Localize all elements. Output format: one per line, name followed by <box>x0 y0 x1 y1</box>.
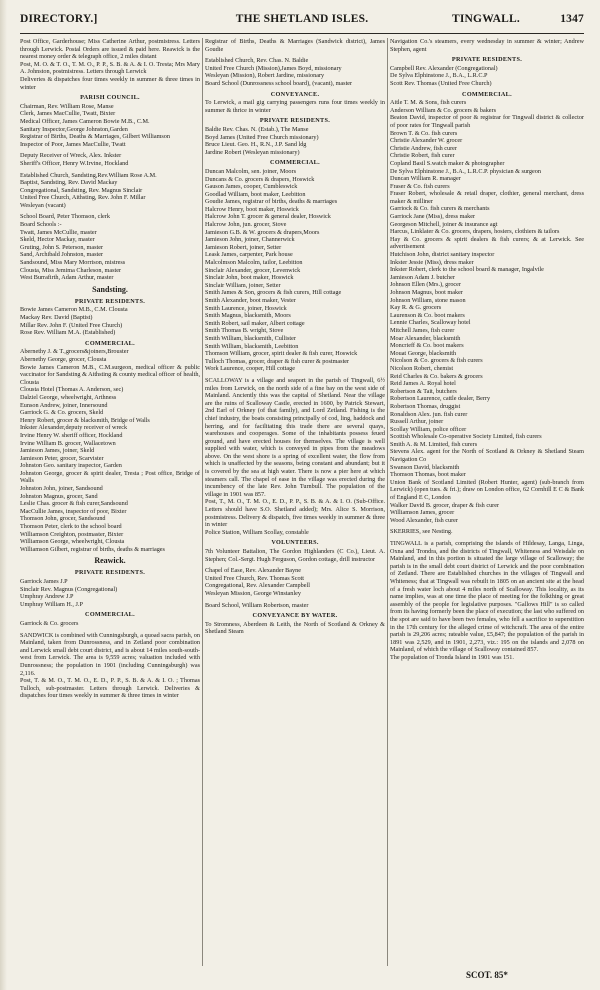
entry: Sinclair William, joiner, Setter <box>205 281 281 289</box>
entry: Mitchell James, fish curer <box>390 326 455 334</box>
entry: Clerk, James MacCullie, Twatt, Bixter <box>20 110 116 118</box>
entry: United Free Church, Rev. Thomas Scott <box>205 574 304 582</box>
entry: Kay R. & G. grocers <box>390 304 442 312</box>
section-heading: CONVEYANCE BY WATER. <box>252 612 338 620</box>
entry: Board Schools :- <box>20 221 62 229</box>
entry: Board School, William Robertson, master <box>205 601 309 609</box>
entry: Hay & Co. grocers & spirit dealers & fish curers; & at Lerwick. See advertisement <box>390 235 584 251</box>
entry: Johnson Ellen (Mrs.), grocer <box>390 281 461 289</box>
signature-mark: SCOT. 85* <box>466 970 508 980</box>
entry: Umphray William H., J.P <box>20 600 83 608</box>
column-middle <box>205 38 385 968</box>
entry: Scottish Wholesale Co-operative Society Limited, fish curers <box>390 433 542 441</box>
entry: Nicolson Robert, chemist <box>390 364 454 372</box>
entry: Skeld, Hector Mackay, master <box>20 236 95 244</box>
entry: Johnson William, stone mason <box>390 296 466 304</box>
entry: Post, T., M. O., T. M. O., E. D., P. P., S. B. & A. & I. O. (Sub-Office. Letters should have S.O. Shetland added); Mrs. Alice S. Morrison, postmistress. Delivery & dispatch, five times weekly in summer & three in winter <box>205 498 385 529</box>
entry: Swanson David, blacksmith <box>390 463 460 471</box>
entry: MacCullie James, inspector of poor, Bixter <box>20 507 127 515</box>
header-rule <box>20 33 584 34</box>
entry: Bowie James Cameron M.B., C.M. Clousta <box>20 306 128 314</box>
entry: Campbell Rev. Alexander (Congregational) <box>390 64 498 72</box>
entry: Wesleyan (Mission), Robert Jardine, missionary <box>205 72 325 80</box>
page-binding-edge <box>0 0 7 990</box>
entry: Henry Robert, grocer & blacksmith, Bridge of Walls <box>20 416 150 424</box>
entry: Congregational, Sandsting, Rev. Magnus Sinclair <box>20 186 143 194</box>
entry: Garriock James J.P <box>20 578 68 585</box>
entry: Beaton David, inspector of poor & registrar for Tingwall district & collector of poor rates for Tingwall parish <box>390 114 584 129</box>
entry: Clousta Hotel (Thomas A. Anderson, sec) <box>20 386 124 394</box>
entry: Smith William, blacksmith, Cullister <box>205 334 296 342</box>
entry: Jamieson John, joiner, Channerwick <box>205 236 295 244</box>
entry: Goodlad William, boot maker, Leebitton <box>205 190 306 198</box>
entry: Williamson Gilbert, registrar of births, deaths & marriages <box>20 545 165 553</box>
entry: Smith A. & M. Limited, fish curers <box>390 440 478 448</box>
section-heading: PRIVATE RESIDENTS. <box>74 297 146 305</box>
entry: Dalziel George, wheelwright, Arthness <box>20 393 117 401</box>
entry: Jamieson James, joiner, Skeld <box>20 447 95 455</box>
section-heading: CONVEYANCE. <box>270 90 320 98</box>
entry: Russell Arthur, joiner <box>390 418 444 426</box>
entry: Georgeson Mitchell, joiner & insurance agt <box>390 220 498 228</box>
entry: Union Bank of Scotland Limited (Robert Hunter, agent) (sub-branch from Lerwick) (open tues. & fri.); draw on London office, 62 Cornhill E C & Bank of England E C, London <box>390 478 584 502</box>
entry: Abernethy George, grocer, Clousta <box>20 355 107 363</box>
entry: The population of Tronda Island in 1901 was 151. <box>390 653 514 661</box>
header-title: THE SHETLAND ISLES. <box>235 13 369 25</box>
entry: Irvine Henry W. sheriff officer, Hockland <box>20 431 123 439</box>
entry: Wood Alexander, fish curer <box>390 516 458 524</box>
entry: SCALLOWAY is a village and seaport in the parish of Tingwall, 6½ miles from Lerwick, on the north side of a fine bay on the west side of Mainland. Anciently this was the capital of Shetland. Near the village are the ruins of Scalloway Castle, erected in 1600, by Patrick Stewart, 2nd Earl of Orkney (of that family), and Lord Zetland. Fishing is the chief industry, the boats consisting principally of cod, ling, haddock and herring, and for facilitating this trade there are several quays, warehouses and cooperages. Some of the inhabitants possess feued ground, and have erected houses for themselves. The village is well supplied with water, which is conveyed in pipes from the meadows above. On the west shore is a spring of excellent water, the flow from which is unaffected by the seasons, being constant and abundant; but it is covered by the sea at high water. There is now a pier here at which steamers call. The chapel of ease in the village was erected during the incumbency of the late Rev. John Turnbull. The population of the village in 1901 was 857. <box>205 376 385 498</box>
entry: Robertson Laurence, cattle dealer, Berry <box>390 395 491 403</box>
column-left <box>20 38 200 968</box>
entry: Work Laurence, cooper, Hill cottage <box>205 365 295 373</box>
entry: Laurenson & Co. boot makers <box>390 311 465 319</box>
entry: Police Station, William Scollay, constable <box>205 528 309 536</box>
entry: Post, T. & M. O., T. M. O., E. D., P. P., S. B. & A. & I. O. ; Thomas Tulloch, sub-postmaster. Letters through Lerwick. Deliveries & dispatches four times weekly in summer & three times in winter <box>20 677 200 700</box>
page-number: 1347 <box>560 13 584 25</box>
entry: School Board, Peter Thomson, clerk <box>20 213 110 221</box>
entry: Abernethy J. & T.,grocers&joiners,Brouster <box>20 348 129 356</box>
entry: Moncrieff & Co. boot makers <box>390 342 464 350</box>
entry: 7th Volunteer Battalion, The Gordon Highlanders (C Co.), Lieut. A. Stephen; Col.-Sergt. Hugh Ferguson, Gordon cottage, drill instructor <box>205 548 385 563</box>
entry: To Stromness, Aberdeen & Leith, the North of Scotland & Orkney & Shetland Steam <box>205 620 385 636</box>
entry: United Free Church (Mission),James Boyd, missionary <box>205 64 342 72</box>
entry: Garriock G. & Co. grocers, Skeld <box>20 409 104 417</box>
entry: Gauson James, cooper, Cumbleswick <box>205 183 298 191</box>
entry: Smith William, blacksmith, Leebitton <box>205 342 299 350</box>
entry: Congregational, Rev. Alexander Campbell <box>205 582 310 590</box>
entry: Mackay Rev. David (Baptist) <box>20 314 93 321</box>
entry: Eunson Andrew, joiner, Innersound <box>20 401 108 409</box>
entry: Duncan William R. manager <box>390 175 461 183</box>
entry: Registrar of Births, Deaths & Marriages, Gilbert Williamson <box>20 133 170 141</box>
entry: Smith Alexander, boot maker, Vester <box>205 297 296 304</box>
entry: Aitle T. M. & Sons, fish curers <box>390 99 467 107</box>
entry: Sinclair Alexander, grocer, Levenwick <box>205 266 301 274</box>
entry: Inkster Jessie (Miss), dress maker <box>390 258 474 266</box>
entry: Duncan Malcolm, sen. joiner, Moors <box>205 167 296 175</box>
entry: Duncans & Co. grocers & drapers, Hoswick <box>205 175 315 183</box>
section-heading: COMMERCIAL. <box>462 90 512 98</box>
entry: Deliveries & dispatches four times weekly in summer & three times in winter <box>20 75 200 91</box>
entry: SANDWICK is combined with Cunningsburgh, a quoad sacra parish, on Mainland, taken from Dunrossness, and in Zetland poor combination and Lerwick small debt court district, and is about 14 miles south-south-west from Lerwick. The area is 9,559 acres; valuation included with Dunrossness; the population in 1901 (including Cunningsburgh) was 2,116. <box>20 631 200 677</box>
entry: Ronaldson Alex. jun. fish curer <box>390 410 468 418</box>
entry: TINGWALL is a parish, comprising the islands of Hildesay, Langa, Linga, Oxna and Trondra, and the districts of Tingwall, Whiteness and Weisdale on Mainland, and in this portion is situated the large village of Scalloway; the parish is in the small debt court district of Lerwick and the poor combination of Zetland. There are Established churches in the villages of Tingwall and Whiteness; that at Tingwall was rebuilt in 1805 on an ancient site at the head of a fresh water loch about 4 miles north of Scalloway. This locality, as its name implies, was at one time the place of meeting for the folkthing or great assembly of the people for legislative purposes. "Gallows Hill" is so called from its having formerly been the place of execution; the last who suffered on the spot are said to have been two females, who fell a sacrifice to superstition in the 17th century for the alleged crime of witchcraft. The area of the entire parish is 29,206 acres; rateable value, £5,847; the population of the parish in 1891 was 2,529, and in 1901, 2,273, viz.: 195 on the islands and 2,078 on Mainland, of which the village of Scalloway contained 857. <box>390 540 584 654</box>
column-right <box>390 38 584 968</box>
entry: Inkster Robert, clerk to the school board & manager, Ingalvile <box>390 266 544 274</box>
entry: Jardine Robert (Wesleyan missionary) <box>205 148 300 156</box>
entry: Smith Magnus, blacksmith, Moors <box>205 312 291 320</box>
entry: Leask James, carpenter, Park house <box>205 251 293 259</box>
entry: Deputy Receiver of Wreck, Alex. Inkster <box>20 152 122 160</box>
entry: Sheriff's Officer, Henry W.Irvine, Hockland <box>20 159 129 167</box>
entry: Harcus, Linklater & Co. grocers, drapers, hosiers, clothiers & tailors <box>390 228 560 236</box>
entry: Bowie James Cameron M.B., C.M.surgeon, medical officer & public vaccinator for Sandsting & Aithsting & county medical officer of health, Clousta <box>20 363 200 386</box>
entry: Garriock & Co. grocers <box>20 619 79 627</box>
entry: Johnston Magnus, grocer, Sand <box>20 492 98 500</box>
entry: Smith James & Son, grocers & fish curers, Hill cottage <box>205 289 342 297</box>
running-header <box>20 13 584 33</box>
entry: Sanitary Inspector,George Johnston,Garden <box>20 125 128 133</box>
entry: Baptist, Sandsting, Rev. David Mackay <box>20 179 118 187</box>
column-divider <box>202 38 203 966</box>
entry: Rose Rev. William M.A. (Established) <box>20 329 116 337</box>
entry: West Burrafirth, Adam Arthur, master <box>20 274 114 282</box>
entry: Chapel of Ease, Rev. Alexander Bayne <box>205 567 301 575</box>
entry: Malcolmson Malcolm, tailor, Leebitton <box>205 259 303 267</box>
entry: Tulloch Thomas, grocer, draper & fish curer & postmaster <box>205 357 350 365</box>
section-heading: COMMERCIAL. <box>85 339 135 347</box>
entry: Bruce Lieut. Geo. H., R.N., J.P. Sand ldg <box>205 141 307 149</box>
entry: Chairman, Rev. William Rose, Manse <box>20 102 114 110</box>
entry: Thomson John, grocer, Sandsound <box>20 515 106 523</box>
entry: Mouat George, blacksmith <box>390 349 457 357</box>
entry: Garriock & Co. fish curers & merchants <box>390 205 490 213</box>
entry: Walker David B. grocer, draper & fish curer <box>390 501 500 509</box>
entry: Johnston John, joiner, Sandsound <box>20 485 103 493</box>
entry: Christie Robert, fish curer <box>390 152 455 160</box>
section-heading: PRIVATE RESIDENTS. <box>259 117 331 125</box>
entry: Wesleyan (vacant) <box>20 201 66 209</box>
entry: Halcrow Henry, boot maker, Hoswick <box>205 205 299 213</box>
entry: Jamieson G.B. & W. grocers & drapers,Moors <box>205 228 320 236</box>
entry: Inkster Alexander,deputy receiver of wreck <box>20 424 128 432</box>
entry: Smith Robert, sail maker, Albert cottage <box>205 319 305 327</box>
entry: Williamson James, grocer <box>390 509 455 517</box>
entry: Robertson & Tait, butchers <box>390 387 457 395</box>
entry: Williamson George, wheelwright, Clousta <box>20 538 125 546</box>
entry: Jamieson Robert, joiner, Setter <box>205 243 282 251</box>
place-heading: Sandsting. <box>92 284 128 294</box>
entry: Goudie James, registrar of births, deaths & marriages <box>205 198 338 206</box>
entry: Irvine William B. grocer, Wallacetown <box>20 439 116 447</box>
entry: Scollay William, police officer <box>390 425 467 433</box>
entry: De Sylva Elphinstone J., B.A., L.R.C.P <box>390 72 488 80</box>
entry: Scott Rev. Thomas (United Free Church) <box>390 79 492 87</box>
entry: Post Office, Garderhouse; Miss Catherine Arthur, postmistress. Letters through Lerwick. Postal Orders are issued & paid here. Reawick is the nearest money order & telegraph office, 2 miles distant <box>20 38 200 61</box>
header-directory: DIRECTORY.] <box>20 13 98 25</box>
entry: Moar Alexander, blacksmith <box>390 334 461 342</box>
entry: Medical Officer, James Cameron Bowie M.B., C.M. <box>20 117 150 125</box>
entry: Hutchison John, district sanitary inspector <box>390 251 495 259</box>
entry: Sinclair Rev. Magnus (Congregational) <box>20 585 118 593</box>
entry: Sinclair John, boot maker, Hoswick <box>205 274 294 282</box>
entry: SKERRIES, see Nesting. <box>390 528 453 536</box>
column-divider <box>387 38 388 966</box>
entry: To Lerwick, a mail gig carrying passengers runs four times weekly in summer & thrice in winter <box>205 99 385 114</box>
entry: Thomson Peter, clerk to the school board <box>20 523 122 531</box>
entry: Stevens Alex. agent for the North of Scotland & Orkney & Shetland Steam Navigation Co <box>390 448 584 464</box>
entry: Reid James A. Royal hotel <box>390 380 456 388</box>
entry: Jamieson Peter, grocer, Scarvister <box>20 454 104 462</box>
entry: Navigation Co.'s steamers, every wednesday in summer & winter; Andrew Stephen, agent <box>390 38 584 53</box>
entry: Anderson William & Co. grocers & bakers <box>390 106 497 114</box>
entry: Copland Basil S.watch maker & photographer <box>390 159 505 167</box>
entry: Inspector of Poor, James MacCullie, Twatt <box>20 140 126 148</box>
section-heading: PARISH COUNCIL. <box>80 94 140 102</box>
entry: Clousta, Miss Jemima Charleson, master <box>20 266 122 274</box>
section-heading: VOLUNTEERS. <box>271 539 319 547</box>
entry: Baldie Rev. Chas. N. (Estab.), The Manse <box>205 125 309 133</box>
section-heading: PRIVATE RESIDENTS. <box>74 569 146 577</box>
entry: Gruting, John S. Peterson, master <box>20 243 104 251</box>
entry: Twatt, James McCullie, master <box>20 228 97 236</box>
entry: Board School (Dunrossness school board), (vacant), master <box>205 79 353 87</box>
entry: Registrar of Births, Deaths & Marriages (Sandwick district), James Goudie <box>205 38 385 53</box>
section-heading: COMMERCIAL. <box>270 159 320 167</box>
entry: Smith Thomas B. wright, Stove <box>205 327 284 335</box>
entry: Smith Laurence, joiner, Hoswick <box>205 304 287 312</box>
entry: Established Church, Sandsting,Rev.William Rose A.M. <box>20 171 157 179</box>
entry: Johnston Geo. sanitary inspector, Garden <box>20 462 122 470</box>
entry: Established Church, Rev. Chas. N. Baldie <box>205 57 309 65</box>
entry: Christie Alexander W. grocer <box>390 137 463 145</box>
entry: Leslie Chas. grocer & fish curer,Sandsound <box>20 500 128 508</box>
entry: Thomson William, grocer, spirit dealer & fish curer, Hoswick <box>205 350 358 358</box>
entry: Brown T. & Co. fish curers <box>390 129 458 137</box>
entry: Christie Andrew, fish curer <box>390 144 457 152</box>
entry: Boyd James (United Free Church missionary) <box>205 133 319 141</box>
entry: Umphray Andrew J.P <box>20 593 74 601</box>
section-heading: COMMERCIAL. <box>85 611 135 619</box>
header-place: TINGWALL. <box>452 13 520 25</box>
entry: Johnson Magnus, boot maker <box>390 289 463 296</box>
entry: Garriock Jane (Miss), dress maker <box>390 213 476 221</box>
entry: Robertson Thomas, druggist <box>390 402 461 410</box>
entry: Halcrow John T. grocer & general dealer, Hoswick <box>205 213 331 221</box>
entry: Fraser & Co. fish curers <box>390 182 450 190</box>
entry: Sand, Archibald Johnston, master <box>20 251 104 259</box>
entry: Sandsound, Miss Mary Morrison, mistress <box>20 259 126 267</box>
entry: Nicolson & Co. grocers & fish curers <box>390 357 483 365</box>
entry: Wesleyan Mission, George Winstanley <box>205 589 301 597</box>
place-heading: Reawick. <box>94 556 126 566</box>
section-heading: PRIVATE RESIDENTS. <box>451 56 523 64</box>
entry: Johnston George, grocer & spirit dealer, Tresta ; Post office, Bridge of Walls <box>20 469 200 485</box>
entry: Thomson Thomas, boot maker <box>390 471 466 479</box>
entry: Jamieson Adam J. butcher <box>390 273 455 281</box>
entry: Millar Rev. John F. (United Free Church) <box>20 321 123 329</box>
entry: Williamson Creighton, postmaster, Bixter <box>20 530 124 538</box>
entry: Reid Charles & Co. bakers & grocers <box>390 372 483 380</box>
entry: De Sylva Elphinstone J., B.A., L.R.C.P. physician & surgeon <box>390 167 541 175</box>
entry: United Free Church, Aithsting, Rev. John F. Millar <box>20 194 146 202</box>
entry: Post, M. O. & T. O., T. M. O., P. P., S. B. & A. & I. O. Tresta; Mrs Mary A. Johnston, postmistress. Letters through Lerwick <box>20 60 200 76</box>
entry: Halcrow John, jun. grocer, Stove <box>205 221 287 229</box>
entry: Lennie Charles, Scalloway hotel <box>390 319 471 327</box>
entry: Fraser Robert, wholesale & retail draper, clothier, general merchant, dress maker & milliner <box>390 190 584 205</box>
